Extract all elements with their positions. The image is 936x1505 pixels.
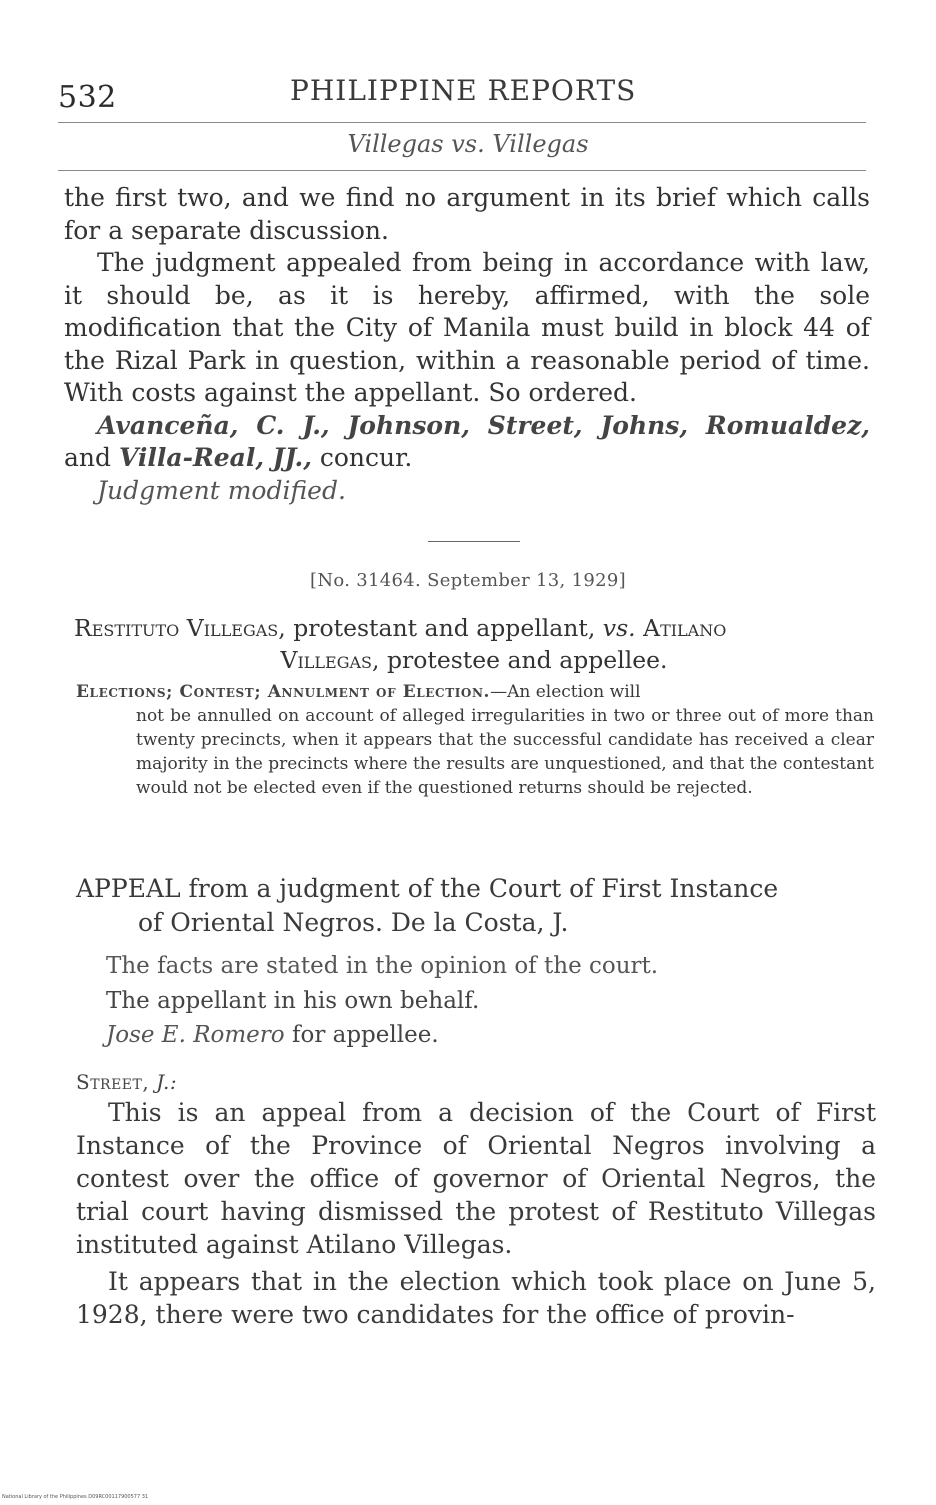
counsel-appellant: The appellant in his own behalf. [106,988,480,1014]
opinion-text [76,1096,876,1335]
case-parties [74,612,874,676]
disposition: Judgment modified. [97,475,346,505]
party1-role: protestant and appellant, [293,614,596,642]
case-caption: Villegas vs. Villegas [347,130,589,158]
appeal-statement [76,872,876,940]
party1-name: Restituto Villegas, [74,614,286,642]
header-rule-top [58,122,866,123]
judge-name: Street, [76,1070,150,1094]
appellee-counsel-rest: for appellee. [291,1022,439,1048]
concur-word: concur. [319,443,413,472]
concurrence [64,410,870,475]
prior-paragraph-2: The judgment appealed from being in accordance with law, it should be, as it is hereby, affirmed, with the sole modification that the City of Manila must build in block 44 of the Rizal Park in question, within a reasonable period of time. With costs against the appellant. So ordered. [64,248,870,407]
facts-statement: The facts are stated in the opinion of the court. [106,953,659,979]
concurring-and: and [64,443,112,472]
syllabus [76,680,874,800]
appeal-line-1: APPEAL from a judgment of the Court of First Instance [76,874,779,903]
counsel-appellee [106,1022,439,1048]
party2-last: Villegas, [280,646,380,674]
scan-footer: National Library of the Philippines D09RC00117900577 31 [2,1494,149,1500]
prior-paragraph-1: the first two, and we find no argument in its brief which calls for a separate discussion. [64,183,870,245]
party2-first: Atilano [643,614,727,642]
prior-case-text [64,182,870,507]
concurring-justices-tail: Villa-Real, JJ., [118,443,312,472]
syllabus-first-text: An election will [507,682,641,702]
syllabus-body: not be annulled on account of alleged irregularities in two or three out of more than twenty precincts, when it appears that the successful candidate has received a clear majority in the precincts where the results are unquestioned, and that the contestant would not be elected even if the questioned returns should be rejected. [136,706,874,798]
appeal-line-2: of Oriental Negros. De la Costa, J. [138,908,569,937]
section-separator [428,541,520,542]
running-head: PHILIPPINE REPORTS [290,74,637,107]
syllabus-heading: Elections; Contest; Annulment of Election. [76,682,491,702]
versus: vs. [602,614,636,642]
opinion-paragraph-1: This is an appeal from a decision of the Court of First Instance of the Province of Oriental Negros involving a contest over the office of governor of Oriental Negros, the trial court having dismissed the protest of Restituto Villegas instituted against Atilano Villegas. [76,1098,876,1259]
appellee-counsel-name: Jose E. Romero [106,1022,285,1048]
header-rule-bottom [58,170,866,171]
parties-line-1 [74,612,874,644]
opinion-paragraph-2: It appears that in the election which took place on June 5, 1928, there were two candidates for the office of provin- [76,1267,876,1329]
case-number-date: [No. 31464. September 13, 1929] [310,570,626,591]
syllabus-dash: — [490,682,508,702]
judge-suffix: J.: [156,1070,178,1094]
page-number: 532 [58,80,117,115]
concurring-justices: Avanceña, C. J., Johnson, Street, Johns, Romualdez, [97,410,870,440]
syllabus-first-line [76,680,874,704]
opinion-author [76,1070,177,1094]
parties-line-2 [74,644,874,676]
party2-role: protestee and appellee. [386,646,668,674]
